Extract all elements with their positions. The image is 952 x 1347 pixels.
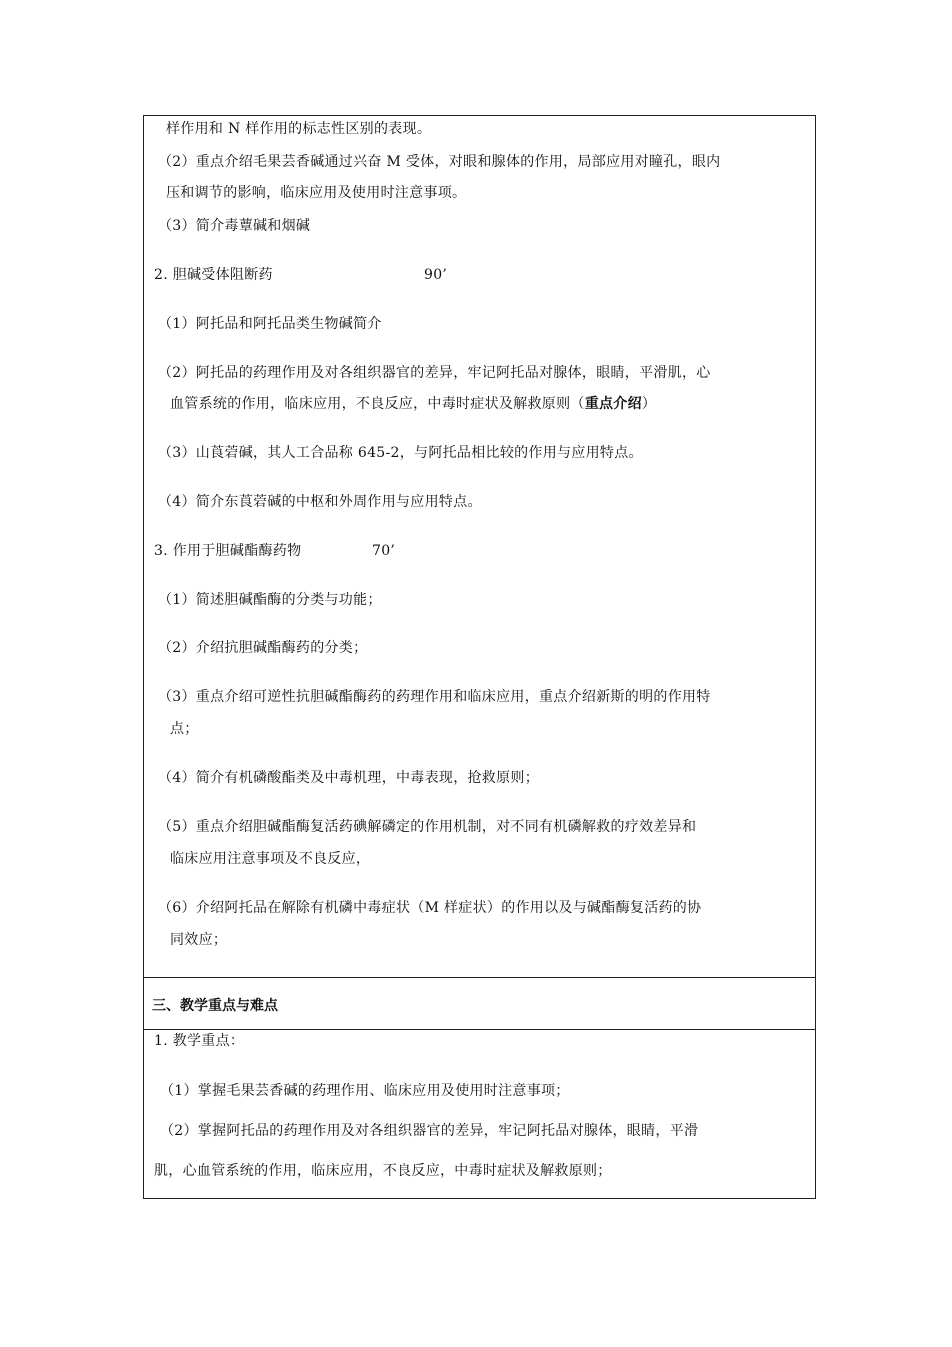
item-cholinesterase-classification: （1）简述胆碱酯酶的分类与功能； (158, 592, 382, 608)
key-point-atropine-l1: （2）掌握阿托品的药理作用及对各组织器官的差异，牢记阿托品对腺体，眼睛，平滑 (160, 1123, 699, 1139)
item-scopolamine: （4）简介东莨菪碱的中枢和外周作用与应用特点。 (158, 494, 482, 510)
teaching-content-cell (144, 116, 815, 978)
paragraph-muscarine-nicotine: （3）简介毒蕈碱和烟碱 (158, 218, 311, 234)
item-organophosphate: （4）简介有机磷酸酯类及中毒机理，中毒表现，抢救原则； (158, 770, 540, 786)
item-atropine-pharmacology-l2-text: 血管系统的作用，临床应用，不良反应，中毒时症状及解救原则（ (170, 396, 585, 412)
subheading-anticholinergic-time: 90’ (424, 267, 448, 283)
emphasis-key-point: 重点介绍 (584, 396, 642, 412)
item-anisodamine: （3）山莨菪碱，其人工合品称 645-2，与阿托品相比较的作用与应用特点。 (158, 445, 643, 461)
section-heading-cell (144, 978, 815, 1030)
lesson-table (143, 115, 816, 1199)
key-point-pilocarpine: （1）掌握毛果芸香碱的药理作用、临床应用及使用时注意事项； (160, 1083, 570, 1099)
key-points-cell (144, 1030, 815, 1198)
item-atropine-pharmacology-l2-end: ） (641, 396, 657, 412)
item-atropine-intro: （1）阿托品和阿托品类生物碱简介 (158, 316, 382, 332)
item-anticholinesterase-classes: （2）介绍抗胆碱酯酶药的分类； (158, 640, 368, 656)
paragraph-pilocarpine-l1: （2）重点介绍毛果芸香碱通过兴奋 M 受体，对眼和腺体的作用，局部应用对瞳孔，眼内 (158, 154, 721, 170)
item-atropine-synergy-l2: 同效应； (170, 932, 228, 948)
item-reversible-anticholinesterase-l2: 点； (170, 721, 199, 737)
item-pralidoxime-l1: （5）重点介绍胆碱酯酶复活药碘解磷定的作用机制，对不同有机磷解救的疗效差异和 (158, 819, 697, 835)
item-pralidoxime-l2: 临床应用注意事项及不良反应， (170, 851, 371, 867)
key-point-atropine-l2: 肌，心血管系统的作用，临床应用，不良反应，中毒时症状及解救原则； (154, 1163, 612, 1179)
section-heading-key-points: 三、教学重点与难点 (152, 998, 278, 1014)
item-atropine-synergy-l1: （6）介绍阿托品在解除有机磷中毒症状（M 样症状）的作用以及与碱酯酶复活药的协 (158, 900, 702, 916)
subheading-cholinesterase (154, 542, 396, 560)
paragraph-pilocarpine-l2: 压和调节的影响，临床应用及使用时注意事项。 (166, 185, 467, 201)
subheading-cholinesterase-title: 3. 作用于胆碱酯酶药物 (154, 543, 302, 559)
item-atropine-pharmacology-l1: （2）阿托品的药理作用及对各组织器官的差异，牢记阿托品对腺体，眼睛，平滑肌，心 (158, 365, 711, 381)
subheading-anticholinergic-title: 2. 胆碱受体阻断药 (154, 267, 273, 283)
key-points-title: 1. 教学重点： (154, 1033, 245, 1049)
subheading-cholinesterase-time: 70’ (372, 543, 396, 559)
item-atropine-pharmacology-l2 (170, 395, 656, 413)
item-reversible-anticholinesterase-l1: （3）重点介绍可逆性抗胆碱酯酶药的药理作用和临床应用，重点介绍新斯的明的作用特 (158, 689, 711, 705)
subheading-anticholinergic (154, 266, 448, 284)
paragraph-m-n-distinction: 样作用和 N 样作用的标志性区别的表现。 (166, 121, 432, 137)
